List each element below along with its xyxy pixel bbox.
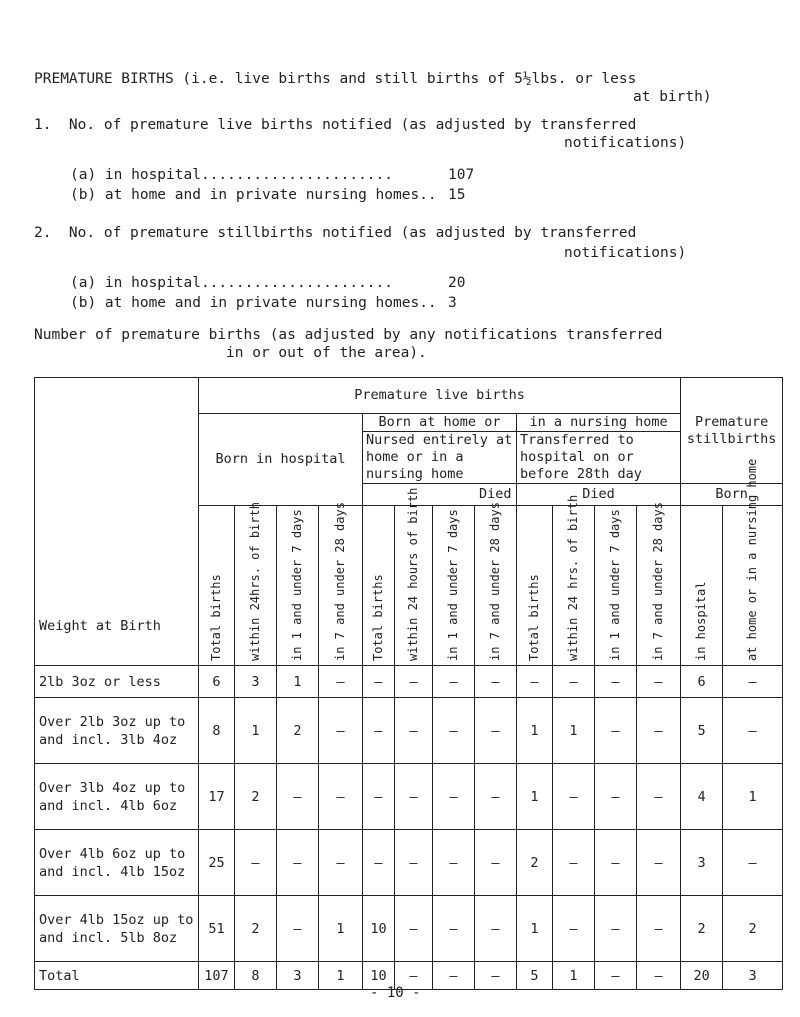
table-cell: – [637, 698, 681, 764]
col-sb-in-hospital: in hospital [681, 506, 723, 666]
section-2-line-2: notifications) [564, 245, 687, 261]
table-cell: – [319, 666, 363, 698]
section-1a-label: (a) in hospital...................... [70, 167, 394, 183]
table-cell: – [433, 830, 475, 896]
table-cell: – [595, 764, 637, 830]
col-within-24hrs-transferred: within 24 hrs. of birth [553, 506, 595, 666]
born-at-home-label: Born at home or [363, 414, 516, 432]
table-cell: – [395, 764, 433, 830]
table-cell: – [553, 830, 595, 896]
table-cell: 1 [277, 666, 319, 698]
table-cell: – [553, 896, 595, 962]
note-line-2: in or out of the area). [226, 345, 427, 361]
table-cell: 1 [517, 896, 553, 962]
table-cell: 2 [681, 896, 723, 962]
table-cell: – [319, 698, 363, 764]
table-cell: – [433, 764, 475, 830]
table-cell: – [277, 830, 319, 896]
table-cell: 2 [723, 896, 783, 962]
table-cell: – [553, 764, 595, 830]
table-cell: – [595, 698, 637, 764]
table-cell: – [475, 896, 517, 962]
col-total-births: Total births [199, 506, 235, 666]
table-row [35, 666, 783, 698]
table-cell: – [475, 830, 517, 896]
table-cell: 1 [319, 962, 363, 990]
table-row [35, 764, 783, 830]
table-cell: – [475, 962, 517, 990]
table-cell: 3 [277, 962, 319, 990]
table-cell: 10 [363, 962, 395, 990]
table-cell: 1 [553, 698, 595, 764]
table-cell: – [395, 896, 433, 962]
table-cell: – [363, 830, 395, 896]
premature-live-header: Premature live births [199, 378, 681, 414]
table-cell: – [395, 962, 433, 990]
col-7-to-28-days-home: in 7 and under 28 days [475, 506, 517, 666]
table-cell: – [433, 666, 475, 698]
col-sb-at-home: at home or in a nursing home [723, 506, 783, 666]
table-cell: – [475, 666, 517, 698]
table-cell: – [637, 764, 681, 830]
table-cell: 2 [235, 896, 277, 962]
row-weight-label: Over 4lb 6oz up to and incl. 4lb 15oz [35, 830, 199, 896]
table-cell: – [553, 666, 595, 698]
table-cell: 1 [319, 896, 363, 962]
table-cell: 8 [199, 698, 235, 764]
table-cell: 3 [235, 666, 277, 698]
table-row [35, 896, 783, 962]
section-2b-value: 3 [448, 295, 457, 311]
table-cell: 1 [517, 764, 553, 830]
table-cell: – [595, 962, 637, 990]
col-1-to-7-days-home: in 1 and under 7 days [433, 506, 475, 666]
table-cell: – [595, 896, 637, 962]
table-cell: – [363, 666, 395, 698]
table-cell: 6 [681, 666, 723, 698]
table-cell: 20 [681, 962, 723, 990]
died-home-label: Died [475, 484, 517, 506]
table-cell: – [395, 830, 433, 896]
section-1b-label: (b) at home and in private nursing homes.. [70, 187, 437, 203]
col-7-to-28-days-transferred: in 7 and under 28 days [637, 506, 681, 666]
table-cell: – [363, 698, 395, 764]
col-1-to-7-days-transferred: in 1 and under 7 days [595, 506, 637, 666]
table-cell: – [319, 764, 363, 830]
table-cell: – [595, 666, 637, 698]
table-cell: 6 [199, 666, 235, 698]
table-cell: 2 [235, 764, 277, 830]
table-cell: 25 [199, 830, 235, 896]
row-weight-label: Over 2lb 3oz up to and incl. 3lb 4oz [35, 698, 199, 764]
premature-stillbirths-header: Premature stillbirths [681, 378, 783, 484]
table-cell: – [319, 830, 363, 896]
row-weight-label: Over 3lb 4oz up to and incl. 4lb 6oz [35, 764, 199, 830]
table-cell: 1 [517, 698, 553, 764]
table-cell: 1 [723, 764, 783, 830]
table-cell: – [723, 830, 783, 896]
table-cell: – [637, 830, 681, 896]
table-cell: – [475, 764, 517, 830]
premature-births-table [34, 377, 783, 990]
section-1a-value: 107 [448, 167, 475, 183]
table-cell: – [363, 764, 395, 830]
born-sb-header: Born [681, 484, 783, 506]
section-1-line-2: notifications) [564, 135, 687, 151]
table-cell: 10 [363, 896, 395, 962]
table-cell: – [637, 962, 681, 990]
page-number: - 10 - [370, 985, 421, 1001]
table-cell: 5 [517, 962, 553, 990]
nursed-entirely-header [363, 414, 517, 484]
section-2b-label: (b) at home and in private nursing homes.. [70, 295, 437, 311]
col-total-births-transferred: Total births [517, 506, 553, 666]
table-cell: – [433, 962, 475, 990]
title-line-1: PREMATURE BIRTHS (i.e. live births and still births of 5½lbs. or less [34, 71, 637, 87]
table-cell: – [637, 666, 681, 698]
died-transferred-header: Died [517, 484, 681, 506]
table-cell: 5 [681, 698, 723, 764]
table-row [35, 830, 783, 896]
table-cell: 2 [517, 830, 553, 896]
table-cell: 3 [723, 962, 783, 990]
table-cell: 2 [277, 698, 319, 764]
table-cell: 1 [235, 698, 277, 764]
table-cell: – [277, 764, 319, 830]
table-cell: 4 [681, 764, 723, 830]
section-2a-label: (a) in hospital...................... [70, 275, 394, 291]
section-2a-value: 20 [448, 275, 466, 291]
table-cell: – [723, 666, 783, 698]
born-in-hospital-header: Born in hospital [199, 414, 363, 506]
title-line-2: at birth) [633, 89, 712, 105]
note-line-1: Number of premature births (as adjusted by any notifications transferred [34, 327, 663, 343]
in-nursing-home-label: in a nursing home [517, 414, 680, 432]
row-weight-label: Over 4lb 15oz up to and incl. 5lb 8oz [35, 896, 199, 962]
table-cell: 3 [681, 830, 723, 896]
table-cell: 8 [235, 962, 277, 990]
table-cell: – [395, 698, 433, 764]
row-weight-label: Total [35, 962, 199, 990]
col-7-to-28-days: in 7 and under 28 days [319, 506, 363, 666]
col-within-24hrs-home: within 24 hours of birth [395, 506, 433, 666]
weight-header: Weight at Birth [35, 378, 199, 666]
table-cell: 1 [553, 962, 595, 990]
section-1b-value: 15 [448, 187, 466, 203]
table-cell: – [475, 698, 517, 764]
transferred-label: Transferred to hospital on or before 28th day [520, 432, 642, 482]
section-1-line-1: 1. No. of premature live births notified (as adjusted by transferred [34, 117, 637, 133]
table-cell: 17 [199, 764, 235, 830]
table-cell: 107 [199, 962, 235, 990]
table-cell: – [277, 896, 319, 962]
nursed-entirely-label: Nursed entirely at home or in a nursing home [366, 432, 513, 482]
transferred-header [517, 414, 681, 484]
table-cell: – [595, 830, 637, 896]
row-weight-label: 2lb 3oz or less [35, 666, 199, 698]
section-2-line-1: 2. No. of premature stillbirths notified (as adjusted by transferred [34, 225, 637, 241]
table-cell: – [637, 896, 681, 962]
table-row [35, 698, 783, 764]
col-within-24hrs: within 24hrs. of birth [235, 506, 277, 666]
table-cell: – [433, 698, 475, 764]
col-1-to-7-days: in 1 and under 7 days [277, 506, 319, 666]
table-cell: – [433, 896, 475, 962]
table-cell: – [517, 666, 553, 698]
table-cell: – [235, 830, 277, 896]
table-cell: – [723, 698, 783, 764]
col-total-births-home: Total births [363, 506, 395, 666]
table-cell: 51 [199, 896, 235, 962]
table-cell: – [395, 666, 433, 698]
